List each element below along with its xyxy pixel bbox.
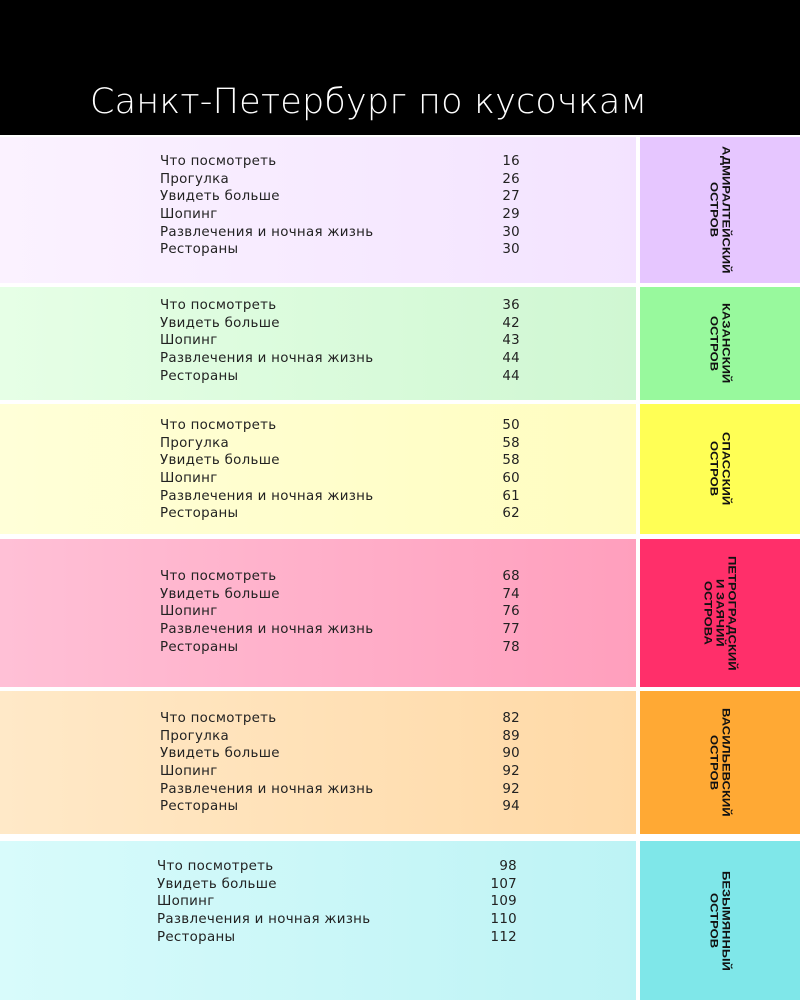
toc-item-label: Шопинг <box>157 894 215 910</box>
toc-item[interactable] <box>160 710 520 728</box>
toc-item-label: Что посмотреть <box>160 569 277 584</box>
toc-item-label: Что посмотреть <box>160 298 277 313</box>
toc-item[interactable] <box>160 171 520 189</box>
toc-item-label: Рестораны <box>160 368 239 384</box>
toc-item-label: Прогулка <box>160 728 229 744</box>
toc-item-label: Увидеть больше <box>160 315 280 331</box>
section-tab-label: БЕЗЫМЯННЫЙ ОСТРОВ <box>708 870 733 971</box>
toc-item[interactable] <box>160 350 520 368</box>
section-tab-label: ВАСИЛЬЕВСКИЙ ОСТРОВ <box>708 708 733 817</box>
toc-item-label: Шопинг <box>160 604 218 620</box>
toc-item[interactable] <box>160 781 520 799</box>
toc-item-page-number: 43 <box>502 333 520 349</box>
toc-item[interactable] <box>160 332 520 350</box>
toc-item-label: Рестораны <box>160 242 239 258</box>
toc-item-page-number: 94 <box>502 799 520 815</box>
toc-item[interactable] <box>160 763 520 781</box>
toc-item[interactable] <box>160 586 520 604</box>
toc-item-page-number: 44 <box>502 368 520 384</box>
toc-item-label: Что посмотреть <box>157 859 274 874</box>
section-admiralteysky <box>0 137 800 283</box>
toc-item[interactable] <box>160 417 520 435</box>
section-tab[interactable] <box>640 539 800 687</box>
toc-item-page-number: 109 <box>490 894 517 910</box>
toc-item-page-number: 107 <box>490 876 517 892</box>
toc-item[interactable] <box>160 745 520 763</box>
toc-item-page-number: 61 <box>502 488 520 504</box>
toc-list <box>160 417 520 523</box>
toc-item-page-number: 98 <box>499 859 517 874</box>
toc-item-page-number: 77 <box>502 622 520 638</box>
toc-item[interactable] <box>160 568 520 586</box>
section-contents <box>0 539 636 687</box>
toc-item-page-number: 58 <box>502 435 520 451</box>
toc-item-label: Что посмотреть <box>160 418 277 433</box>
toc-item[interactable] <box>157 929 517 947</box>
section-contents <box>0 841 636 1000</box>
toc-item[interactable] <box>157 876 517 894</box>
section-kazansky <box>0 287 800 400</box>
section-tab-label: СПАССКИЙ ОСТРОВ <box>708 432 733 506</box>
toc-item-page-number: 90 <box>502 746 520 762</box>
toc-item-page-number: 27 <box>502 189 520 205</box>
toc-item[interactable] <box>160 639 520 657</box>
toc-list <box>157 858 517 946</box>
toc-list <box>160 297 520 385</box>
section-tab[interactable] <box>640 137 800 283</box>
toc-item-page-number: 29 <box>502 207 520 223</box>
toc-item[interactable] <box>157 858 517 876</box>
toc-item[interactable] <box>160 297 520 315</box>
toc-list <box>160 568 520 656</box>
toc-item-label: Развлечения и ночная жизнь <box>160 224 374 240</box>
toc-item-page-number: 58 <box>502 453 520 469</box>
toc-item[interactable] <box>160 206 520 224</box>
toc-item[interactable] <box>160 435 520 453</box>
toc-item-page-number: 92 <box>502 781 520 797</box>
toc-item[interactable] <box>160 452 520 470</box>
toc-item-page-number: 68 <box>502 569 520 584</box>
toc-item-page-number: 42 <box>502 315 520 331</box>
toc-item-label: Шопинг <box>160 207 218 223</box>
toc-item[interactable] <box>160 315 520 333</box>
toc-item[interactable] <box>160 188 520 206</box>
toc-item-page-number: 78 <box>502 639 520 655</box>
toc-item[interactable] <box>160 798 520 816</box>
toc-item-label: Увидеть больше <box>157 876 277 892</box>
section-spassky <box>0 404 800 534</box>
section-petrogradsky <box>0 539 800 687</box>
toc-item-page-number: 74 <box>502 586 520 602</box>
section-vasilyevsky <box>0 691 800 834</box>
toc-item-label: Рестораны <box>157 929 236 945</box>
toc-item-label: Прогулка <box>160 435 229 451</box>
section-contents <box>0 691 636 834</box>
toc-item-label: Что посмотреть <box>160 711 277 726</box>
toc-item-page-number: 36 <box>502 298 520 313</box>
toc-item-page-number: 76 <box>502 604 520 620</box>
section-tab-label: АДМИРАЛТЕЙСКИЙ ОСТРОВ <box>708 146 733 274</box>
toc-item-page-number: 30 <box>502 224 520 240</box>
toc-item[interactable] <box>160 621 520 639</box>
section-contents <box>0 137 636 283</box>
toc-item[interactable] <box>160 153 520 171</box>
toc-item-label: Увидеть больше <box>160 746 280 762</box>
toc-item[interactable] <box>160 505 520 523</box>
toc-item[interactable] <box>160 728 520 746</box>
toc-list <box>160 153 520 259</box>
toc-item-label: Развлечения и ночная жизнь <box>160 781 374 797</box>
section-tab[interactable] <box>640 287 800 400</box>
toc-item-label: Увидеть больше <box>160 453 280 469</box>
section-tab-label: ПЕТРОГРАДСКИЙ И ЗАЯЧИЙ ОСТРОВА <box>702 555 739 671</box>
toc-item[interactable] <box>160 224 520 242</box>
toc-item[interactable] <box>157 893 517 911</box>
page-title: Санкт-Петербург по кусочкам <box>90 82 648 122</box>
toc-item-label: Шопинг <box>160 333 218 349</box>
toc-item-label: Увидеть больше <box>160 586 280 602</box>
toc-item[interactable] <box>160 488 520 506</box>
toc-item-page-number: 89 <box>502 728 520 744</box>
toc-item-label: Что посмотреть <box>160 154 277 169</box>
toc-list <box>160 710 520 816</box>
toc-item-label: Развлечения и ночная жизнь <box>160 622 374 638</box>
toc-item-label: Увидеть больше <box>160 189 280 205</box>
section-tab[interactable] <box>640 691 800 834</box>
toc-item-label: Развлечения и ночная жизнь <box>157 912 371 928</box>
toc-item-page-number: 44 <box>502 351 520 367</box>
toc-item-page-number: 30 <box>502 242 520 258</box>
section-contents <box>0 404 636 534</box>
section-bezymyanny <box>0 841 800 1000</box>
toc-item-page-number: 26 <box>502 171 520 187</box>
toc-item[interactable] <box>160 241 520 259</box>
toc-item[interactable] <box>160 470 520 488</box>
toc-item-page-number: 16 <box>502 154 520 169</box>
toc-item-page-number: 92 <box>502 764 520 780</box>
section-tab[interactable] <box>640 404 800 534</box>
section-contents <box>0 287 636 400</box>
toc-item-label: Рестораны <box>160 639 239 655</box>
toc-item[interactable] <box>157 911 517 929</box>
section-tab-label: КАЗАНСКИЙ ОСТРОВ <box>708 303 733 384</box>
toc-item-page-number: 62 <box>502 506 520 522</box>
toc-item[interactable] <box>160 368 520 386</box>
page-header <box>0 0 800 135</box>
toc-item-label: Шопинг <box>160 471 218 487</box>
toc-item-label: Прогулка <box>160 171 229 187</box>
toc-item-page-number: 50 <box>502 418 520 433</box>
toc-item-page-number: 82 <box>502 711 520 726</box>
toc-item-page-number: 112 <box>490 929 517 945</box>
toc-item-label: Развлечения и ночная жизнь <box>160 488 374 504</box>
toc-item-page-number: 110 <box>490 912 517 928</box>
toc-item-label: Рестораны <box>160 506 239 522</box>
toc-item-label: Рестораны <box>160 799 239 815</box>
toc-item[interactable] <box>160 603 520 621</box>
toc-item-label: Развлечения и ночная жизнь <box>160 351 374 367</box>
toc-item-label: Шопинг <box>160 764 218 780</box>
toc-item-page-number: 60 <box>502 471 520 487</box>
section-tab[interactable] <box>640 841 800 1000</box>
